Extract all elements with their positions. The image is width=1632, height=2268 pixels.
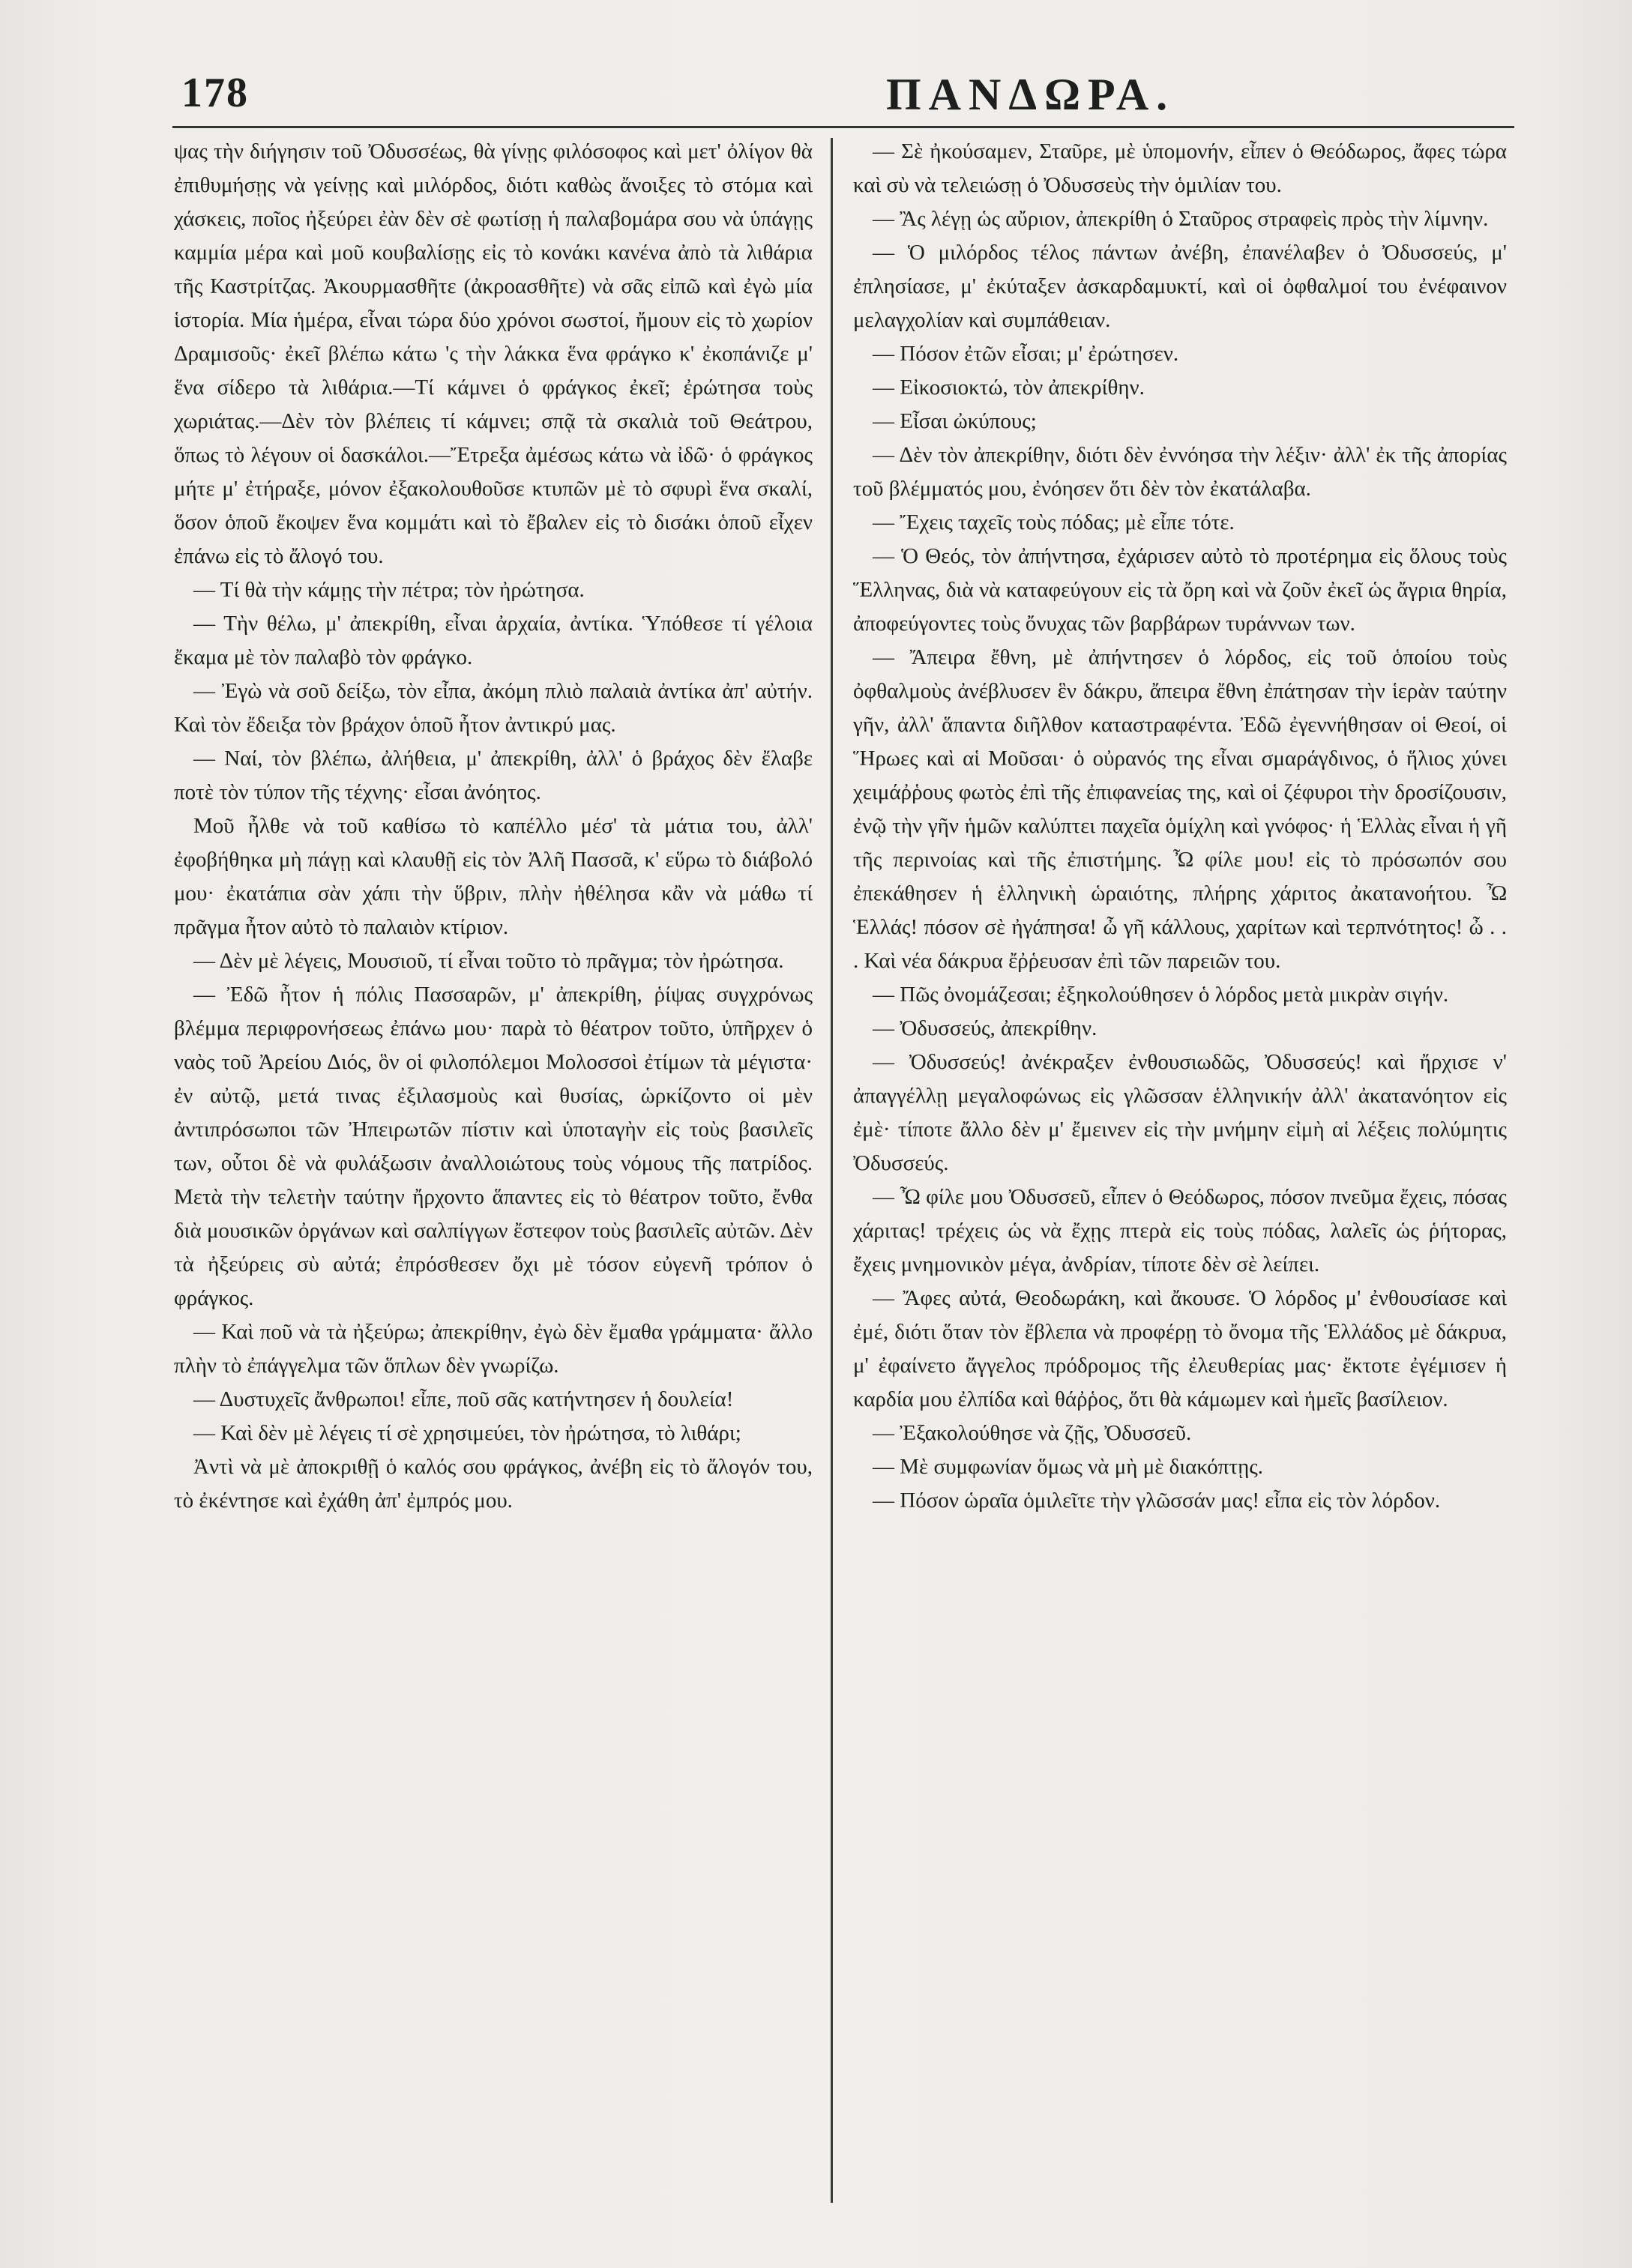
paragraph: — Τὴν θέλω, μ' ἀπεκρίθη, εἶναι ἀρχαία, ἀντίκα. Ὑπόθεσε τί γέλοια ἔκαμα μὲ τὸν παλαβὸ τὸν φράγκο.: [174, 612, 813, 669]
paragraph: — Ὦ φίλε μου Ὀδυσσεῦ, εἶπεν ὁ Θεόδωρος, πόσον πνεῦμα ἔχεις, πόσας χάριτας! τρέχεις ὡς νὰ ἔχῃς πτερὰ εἰς τοὺς πόδας, λαλεῖς ὡς ῥήτορας, ἔχεις μνημονικὸν μέγα, ἀνδρίαν, τίποτε δὲν σὲ λείπει.: [853, 1185, 1507, 1276]
paragraph: Ἀντὶ νὰ μὲ ἀποκριθῇ ὁ καλός σου φράγκος, ἀνέβη εἰς τὸ ἄλογόν του, τὸ ἐκέντησε καὶ ἐχάθη ἀπ' ἐμπρός μου.: [174, 1455, 813, 1512]
paragraph: — Δυστυχεῖς ἄνθρωποι! εἶπε, ποῦ σᾶς κατήντησεν ἡ δουλεία!: [193, 1387, 734, 1411]
paragraph: — Σὲ ἠκούσαμεν, Σταῦρε, μὲ ὑπομονήν, εἶπεν ὁ Θεόδωρος, ἄφες τώρα καὶ σὺ νὰ τελειώσῃ ὁ Ὀδυσσεὺς τὴν ὁμιλίαν του.: [853, 139, 1507, 197]
paragraph: — Πῶς ὀνομάζεσαι; ἐξηκολούθησεν ὁ λόρδος μετὰ μικρὰν σιγήν.: [873, 983, 1449, 1007]
paragraph: — Ὀδυσσεύς! ἀνέκραξεν ἐνθουσιωδῶς, Ὀδυσσεύς! καὶ ἤρχισε ν' ἀπαγγέλλῃ μεγαλοφώνως εἰς γλῶσσαν ἑλληνικήν ἀλλ' ἀκατανόητον εἰς ἐμὲ· τίποτε ἄλλο δὲν μ' ἔμεινεν εἰς τὴν μνήμην εἰμὴ αἱ λέξεις πολύμητις Ὀδυσσεύς.: [853, 1050, 1507, 1175]
paragraph: — Ναί, τὸν βλέπω, ἀλήθεια, μ' ἀπεκρίθη, ἀλλ' ὁ βράχος δὲν ἔλαβε ποτὲ τὸν τύπον τῆς τέχνης· εἶσαι ἀνόητος.: [174, 747, 813, 804]
paragraph: — Ἐγὼ νὰ σοῦ δείξω, τὸν εἶπα, ἀκόμη πλιὸ παλαιὰ ἀντίκα ἀπ' αὐτήν. Καὶ τὸν ἔδειξα τὸν βράχον ὁποῦ ἦτον ἀντικρύ μας.: [174, 679, 813, 737]
paragraph: — Τί θὰ τὴν κάμῃς τὴν πέτρα; τὸν ἠρώτησα.: [193, 578, 585, 602]
page-number: 178: [181, 70, 249, 116]
paragraph: — Ὀδυσσεύς, ἀπεκρίθην.: [873, 1016, 1097, 1040]
paragraph: — Ὁ Θεός, τὸν ἀπήντησα, ἐχάρισεν αὐτὸ τὸ προτέρημα εἰς ὅλους τοὺς Ἕλληνας, διὰ νὰ καταφεύγουν εἰς τὰ ὄρη καὶ νὰ ζοῦν ἐκεῖ ὡς ἄγρια θηρία, ἀποφεύγοντες τοὺς ὄνυχας τῶν βαρβάρων τυράννων των.: [853, 544, 1507, 636]
paragraph: — Δὲν μὲ λέγεις, Μουσιοῦ, τί εἶναι τοῦτο τὸ πρᾶγμα; τὸν ἠρώτησα.: [193, 949, 784, 973]
paragraph: — Ἂς λέγῃ ὡς αὔριον, ἀπεκρίθη ὁ Σταῦρος στραφεὶς πρὸς τὴν λίμνην.: [873, 207, 1489, 231]
paragraph: ψας τὴν διήγησιν τοῦ Ὀδυσσέως, θὰ γίνῃς φιλόσοφος καὶ μετ' ὀλίγον θὰ ἐπιθυμήσῃς νὰ γείνῃς καὶ μιλόρδος, διότι καθὼς ἄνοιξες τὸ στόμα καὶ χάσκεις, ποῖος ἠξεύρει ἐὰν δὲν σὲ φωτίσῃ ἡ παλαβομάρα σου νὰ ὑπάγῃς καμμία μέρα καὶ μοῦ κουβαλίσῃς εἰς τὸ κονάκι κανένα ἀπὸ τὰ λιθάρια τῆς Καστρίτζας. Ἀκουρμασθῆτε (ἀκροασθῆτε) νὰ σᾶς εἰπῶ καὶ ἐγὼ μία ἱστορία. Μία ἡμέρα, εἶναι τώρα δύο χρόνοι σωστοί, ἤμουν εἰς τὸ χωρίον Δραμισοῦς· ἐκεῖ βλέπω κάτω 'ς τὴν λάκκα ἕνα φράγκο κ' ἐκοπάνιζε μ' ἕνα σίδερο τὰ λιθάρια.—Τί κάμνει ὁ φράγκος ἐκεῖ; ἐρώτησα τοὺς χωριάτας.—Δὲν τὸν βλέπεις τί κάμνει; σπᾷ τὰ σκαλιὰ τοῦ Θεάτρου, ὅπως τὸ λέγουν οἱ δασκάλοι.—Ἔτρεξα ἀμέσως κάτω νὰ ἰδῶ· ὁ φράγκος μήτε μ' ἐτήραξε, μόνον ἐξακολουθοῦσε κτυπῶν μὲ τὸ σφυρὶ ἕνα σκαλί, ὅσον ὁποῦ ἔκοψεν ἕνα κομμάτι καὶ τὸ ἔβαλεν εἰς τὸ δισάκι ὁποῦ εἶχεν ἐπάνω εἰς τὸ ἄλογό του.: [174, 139, 813, 568]
paragraph: — Καὶ ποῦ νὰ τὰ ἠξεύρω; ἀπεκρίθην, ἐγὼ δὲν ἔμαθα γράμματα· ἄλλο πλὴν τὸ ἐπάγγελμα τῶν ὅπλων δὲν γνωρίζω.: [174, 1320, 813, 1378]
paragraph: — Ἄφες αὐτά, Θεοδωράκη, καὶ ἄκουσε. Ὁ λόρδος μ' ἐνθουσίασε καὶ ἐμέ, διότι ὅταν τὸν ἔβλεπα νὰ προφέρῃ τὸ ὄνομα τῆς Ἑλλάδος μὲ δάκρυα, μ' ἐφαίνετο ἄγγελος πρόδρομος τῆς ἐλευθερίας μας· ἔκτοτε ἐγέμισεν ἡ καρδία μου ἐλπίδα καὶ θάῤῥος, ὅτι θὰ κάμωμεν καὶ ἡμεῖς βασίλειον.: [853, 1286, 1507, 1411]
paragraph: — Πόσον ὡραῖα ὁμιλεῖτε τὴν γλῶσσάν μας! εἶπα εἰς τὸν λόρδον.: [873, 1489, 1441, 1512]
paragraph: — Ὁ μιλόρδος τέλος πάντων ἀνέβη, ἐπανέλαβεν ὁ Ὀδυσσεύς, μ' ἐπλησίασε, μ' ἐκύταξεν ἀσκαρδαμυκτί, καὶ οἱ ὀφθαλμοί του ἐνέφαινον μελαγχολίαν καὶ συμπάθειαν.: [853, 241, 1507, 332]
column-divider: [831, 138, 833, 2203]
right-column: [853, 135, 1507, 1518]
page-header: [172, 69, 1514, 121]
paragraph: — Εἶσαι ὠκύπους;: [873, 409, 1037, 433]
header-rule: [172, 126, 1514, 128]
paragraph: — Ἄπειρα ἔθνη, μὲ ἀπήντησεν ὁ λόρδος, εἰς τοῦ ὁποίου τοὺς ὀφθαλμοὺς ἀνέβλυσεν ἓν δάκρυ, ἄπειρα ἔθνη ἐπάτησαν τὴν ἱερὰν ταύτην γῆν, ἀλλ' ἅπαντα διῆλθον καταστραφέντα. Ἐδῶ ἐγεννήθησαν οἱ Θεοί, οἱ Ἥρωες καὶ αἱ Μοῦσαι· ὁ οὐρανός της εἶναι σμαράγδινος, ὁ ἥλιος χύνει χειμάῤῥους φωτὸς ἐπὶ τῆς ἐπιφανείας της, καὶ οἱ ζέφυροι τὴν δροσίζουσιν, ἐνῷ τὴν γῆν ἡμῶν καλύπτει παχεῖα ὁμίχλη καὶ γνόφος· ἡ Ἑλλὰς εἶναι ἡ γῆ τῆς περινοίας καὶ τῆς ἐπιστήμης. Ὦ φίλε μου! εἰς τὸ πρόσωπόν σου ἐπεκάθησεν ἡ ἑλληνικὴ ὡραιότης, πλήρης χάριτος ἀκατανοήτου. Ὦ Ἑλλάς! πόσον σὲ ἠγάπησα! ὦ γῆ κάλλους, χαρίτων καὶ τερπνότητος! ὦ . . . Καὶ νέα δάκρυα ἔῤῥευσαν ἐπὶ τῶν παρειῶν του.: [853, 645, 1507, 973]
paragraph: — Μὲ συμφωνίαν ὅμως νὰ μὴ μὲ διακόπτῃς.: [873, 1455, 1263, 1479]
paragraph: — Δὲν τὸν ἀπεκρίθην, διότι δὲν ἐννόησα τὴν λέξιν· ἀλλ' ἐκ τῆς ἀπορίας τοῦ βλέμματός μου, ἐνόησεν ὅτι δὲν τὸν ἐκατάλαβα.: [853, 443, 1507, 501]
paragraph: — Ἐξακολούθησε νὰ ζῇς, Ὀδυσσεῦ.: [873, 1421, 1192, 1445]
paragraph: — Καὶ δὲν μὲ λέγεις τί σὲ χρησιμεύει, τὸν ἠρώτησα, τὸ λιθάρι;: [193, 1421, 741, 1445]
running-title: ΠΑΝΔΩΡΑ.: [886, 70, 1175, 119]
paragraph: Μοῦ ἦλθε νὰ τοῦ καθίσω τὸ καπέλλο μέσ' τὰ μάτια του, ἀλλ' ἐφοβήθηκα μὴ πάγῃ καὶ κλαυθῇ εἰς τὸν Ἀλῆ Πασσᾶ, κ' εὕρω τὸ διάβολό μου· ἐκατάπια σὰν χάπι τὴν ὕβριν, πλὴν ἠθέλησα κἂν νὰ μάθω τί πρᾶγμα ἦτον αὐτὸ τὸ παλαιὸν κτίριον.: [174, 814, 813, 939]
paragraph: — Πόσον ἐτῶν εἶσαι; μ' ἐρώτησεν.: [873, 342, 1179, 366]
paragraph: — Ἐδῶ ἦτον ἡ πόλις Πασσαρῶν, μ' ἀπεκρίθη, ῥίψας συγχρόνως βλέμμα περιφρονήσεως ἐπάνω μου· παρὰ τὸ θέατρον τοῦτο, ὑπῆρχεν ὁ ναὸς τοῦ Ἀρείου Διός, ὃν οἱ φιλοπόλεμοι Μολοσσοὶ ἐτίμων τὰ μέγιστα· ἐν αὐτῷ, μετά τινας ἐξιλασμοὺς καὶ θυσίας, ὡρκίζοντο οἱ μὲν ἀντιπρόσωποι τῶν Ἠπειρωτῶν πίστιν καὶ ὑποταγὴν εἰς τοὺς βασιλεῖς των, οὗτοι δὲ νὰ φυλάξωσιν ἀναλλοιώτους τοὺς νόμους τῆς πατρίδος. Μετὰ τὴν τελετὴν ταύτην ἤρχοντο ἅπαντες εἰς τὸ θέατρον τοῦτο, ἔνθα διὰ μουσικῶν ὀργάνων καὶ σαλπίγγων ἔστεφον τοὺς βασιλεῖς αὐτῶν. Δὲν τὰ ἠξεύρεις σὺ αὐτά; ἐπρόσθεσεν ὄχι μὲ τόσον εὐγενῆ τρόπον ὁ φράγκος.: [174, 983, 813, 1310]
paragraph: — Ἔχεις ταχεῖς τοὺς πόδας; μὲ εἶπε τότε.: [873, 510, 1235, 534]
paragraph: — Εἰκοσιοκτώ, τὸν ἀπεκρίθην.: [873, 376, 1145, 399]
left-column: [174, 135, 813, 1518]
